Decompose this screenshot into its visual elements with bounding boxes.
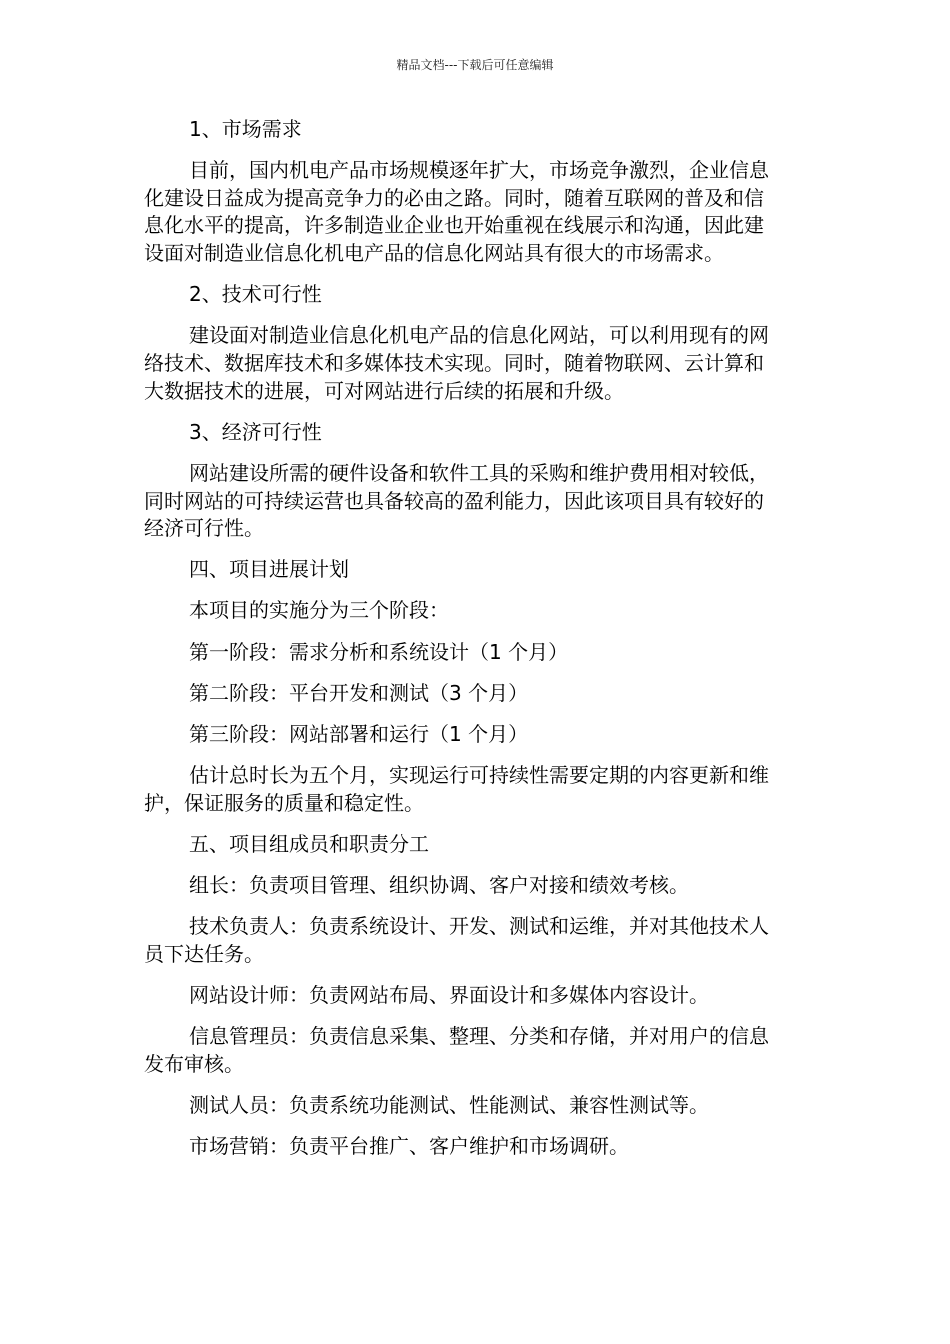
section-heading-econ: 3、经济可行性: [189, 419, 322, 444]
paragraph-line: 建设面对制造业信息化机电产品的信息化网站，可以利用现有的网: [189, 323, 769, 348]
role-marketing: 市场营销：负责平台推广、客户维护和市场调研。: [189, 1134, 629, 1159]
section-heading-team: 五、项目组成员和职责分工: [189, 832, 429, 856]
role-info-admin: [144, 1023, 794, 1078]
paragraph-line: 目前，国内机电产品市场规模逐年扩大，市场竞争激烈，企业信息: [189, 158, 769, 183]
section-heading-market: 1、市场需求: [189, 117, 302, 141]
document-body: [144, 116, 794, 1175]
paragraph-line: 化建设日益成为提高竞争力的必由之路。同时，随着互联网的普及和信: [144, 185, 764, 210]
paragraph-line: 估计总时长为五个月，实现运行可持续性需要定期的内容更新和维: [189, 763, 769, 788]
paragraph-line: 大数据技术的进展，可对网站进行后续的拓展和升级。: [144, 378, 624, 403]
section-heading-tech: 2、技术可行性: [189, 282, 322, 307]
paragraph-line: 网站建设所需的硬件设备和软件工具的采购和维护费用相对较低，: [189, 460, 769, 485]
paragraph-econ: [144, 460, 794, 543]
paragraph-line: 护，保证服务的质量和稳定性。: [144, 790, 424, 815]
paragraph-line: 信息管理员：负责信息采集、整理、分类和存储，并对用户的信息: [189, 1024, 769, 1049]
phase-2: 第二阶段：平台开发和测试（3 个月）: [189, 680, 529, 705]
phase-3: 第三阶段：网站部署和运行（1 个月）: [189, 722, 529, 747]
role-tester: 测试人员：负责系统功能测试、性能测试、兼容性测试等。: [189, 1093, 709, 1118]
paragraph-market: [144, 157, 794, 267]
role-designer: 网站设计师：负责网站布局、界面设计和多媒体内容设计。: [189, 983, 709, 1008]
paragraph-line: 员下达任务。: [144, 941, 264, 966]
role-leader: 组长：负责项目管理、组织协调、客户对接和绩效考核。: [189, 873, 689, 898]
paragraph-line: 同时网站的可持续运营也具备较高的盈利能力，因此该项目具有较好的: [144, 488, 764, 513]
paragraph-tech: [144, 322, 794, 405]
plan-intro: 本项目的实施分为三个阶段：: [189, 598, 449, 623]
paragraph-line: 设面对制造业信息化机电产品的信息化网站具有很大的市场需求。: [144, 240, 724, 265]
role-tech-lead: [144, 913, 794, 968]
paragraph-line: 发布审核。: [144, 1051, 244, 1076]
paragraph-line: 息化水平的提高，许多制造业企业也开始重视在线展示和沟通，因此建: [144, 213, 764, 238]
phase-1: 第一阶段：需求分析和系统设计（1 个月）: [189, 639, 569, 664]
plan-summary: [144, 762, 794, 817]
paragraph-line: 技术负责人：负责系统设计、开发、测试和运维，并对其他技术人: [189, 914, 769, 939]
page-header: 精品文档---下载后可任意编辑: [396, 58, 554, 72]
paragraph-line: 经济可行性。: [144, 516, 264, 541]
paragraph-line: 络技术、数据库技术和多媒体技术实现。同时，随着物联网、云计算和: [144, 350, 764, 375]
section-heading-plan: 四、项目进展计划: [189, 557, 349, 582]
